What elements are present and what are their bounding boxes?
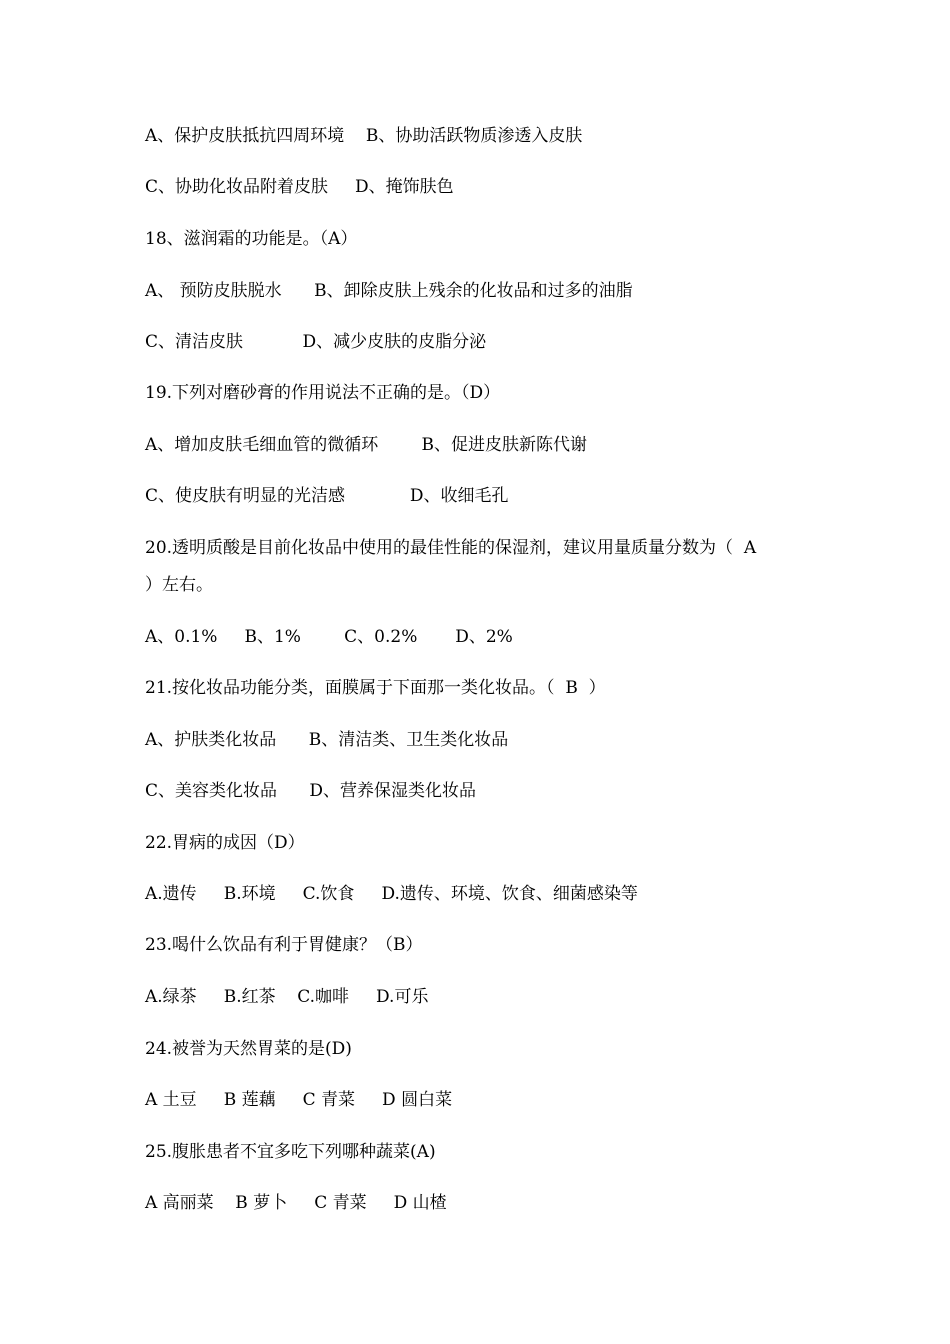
option-line-q19-cd: C、使皮肤有明显的光洁感 D、收细毛孔: [145, 486, 509, 506]
option-line-q23: A.绿茶 B.红茶 C.咖啡 D.可乐: [145, 987, 429, 1007]
option-line-q21-cd: C、美容类化妆品 D、营养保湿类化妆品: [145, 781, 477, 801]
question-20: 20.透明质酸是目前化妆品中使用的最佳性能的保湿剂，建议用量质量分数为（ A: [145, 538, 757, 558]
question-20-continued: ）左右。: [145, 575, 213, 595]
option-line-q18-cd: C、清洁皮肤 D、减少皮肤的皮脂分泌: [145, 332, 487, 352]
option-line-q22: A.遗传 B.环境 C.饮食 D.遗传、环境、饮食、细菌感染等: [145, 884, 638, 904]
option-line-q17-cd: C、协助化妆品附着皮肤 D、掩饰肤色: [145, 177, 454, 197]
question-23: 23.喝什么饮品有利于胃健康？（B）: [145, 935, 423, 955]
option-line-q19-ab: A、增加皮肤毛细血管的微循环 B、促进皮肤新陈代谢: [145, 435, 587, 455]
question-25: 25.腹胀患者不宜多吃下列哪种蔬菜(A): [145, 1142, 436, 1162]
question-21: 21.按化妆品功能分类，面膜属于下面那一类化妆品。（ B ）: [145, 678, 606, 698]
option-line-q17-ab: A、保护皮肤抵抗四周环境 B、协助活跃物质渗透入皮肤: [145, 126, 583, 146]
question-24: 24.被誉为天然胃菜的是(D): [145, 1039, 352, 1059]
question-22: 22.胃病的成因（D）: [145, 833, 305, 853]
option-line-q24: A 土豆 B 莲藕 C 青菜 D 圆白菜: [145, 1090, 453, 1110]
question-19: 19.下列对磨砂膏的作用说法不正确的是。（D）: [145, 383, 501, 403]
option-line-q20: A、0.1% B、1% C、0.2% D、2%: [145, 627, 513, 647]
option-line-q21-ab: A、护肤类化妆品 B、清洁类、卫生类化妆品: [145, 730, 509, 750]
option-line-q18-ab: A、 预防皮肤脱水 B、卸除皮肤上残余的化妆品和过多的油脂: [145, 281, 633, 301]
question-18: 18、滋润霜的功能是。（A）: [145, 229, 358, 249]
option-line-q25: A 高丽菜 B 萝卜 C 青菜 D 山楂: [145, 1193, 447, 1213]
